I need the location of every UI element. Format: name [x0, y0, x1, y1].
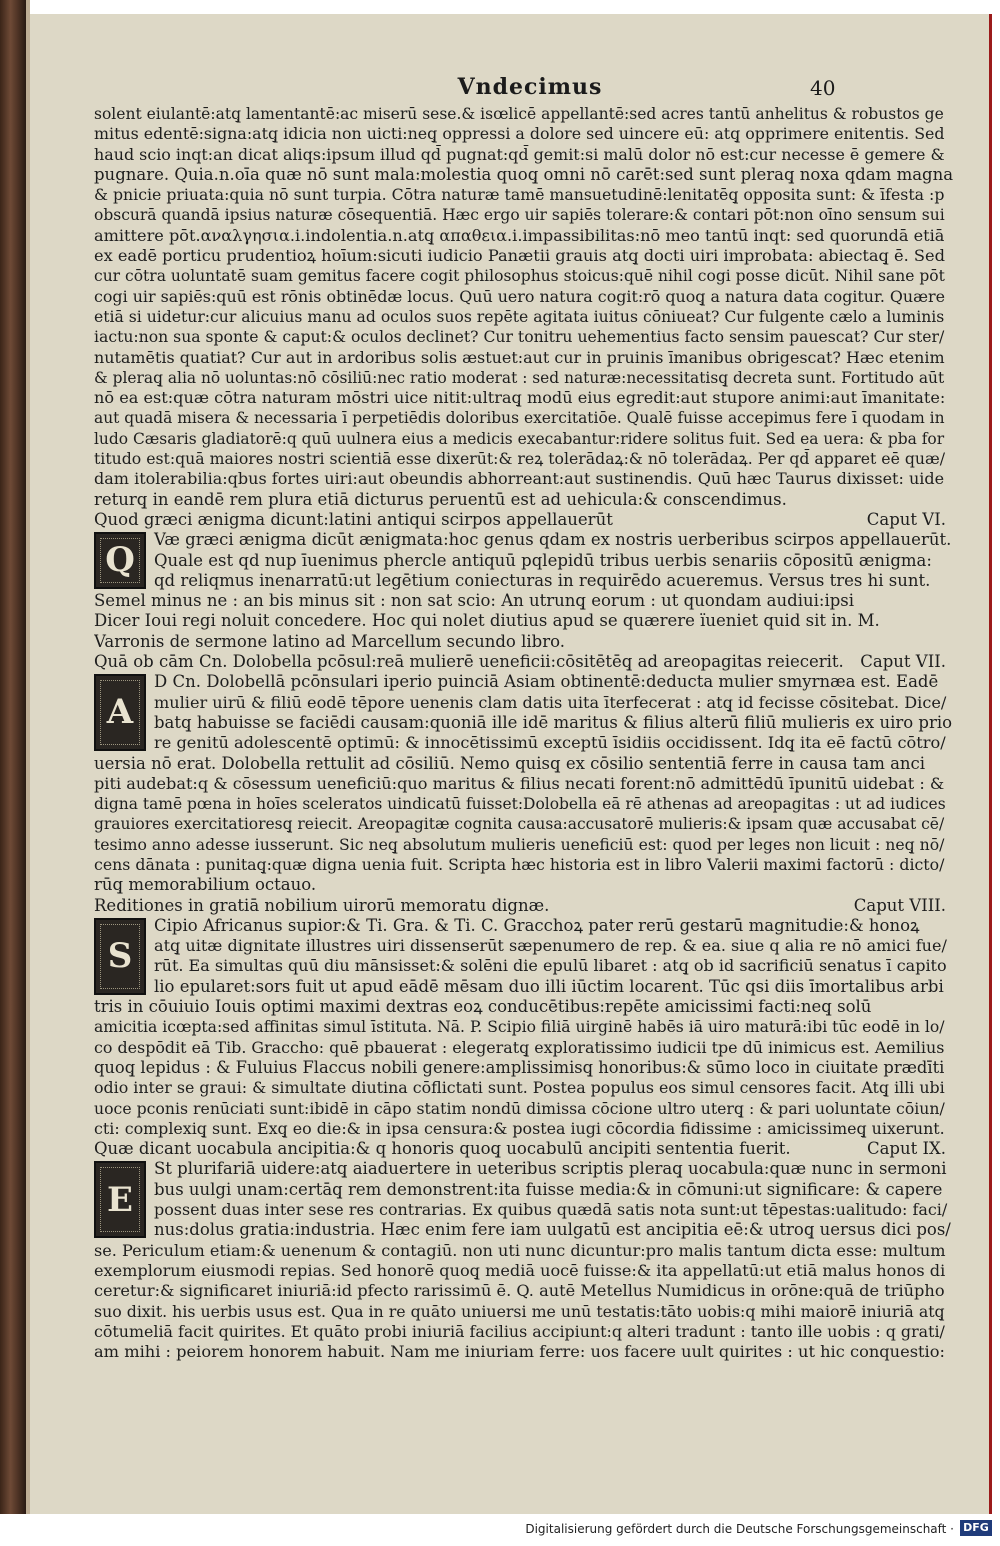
text-line: cōtumeliā facit quirites. Et quāto probi iniuriā facilius accipiunt:q alteri tradunt : tanto ille uobis : q grati/	[94, 1321, 945, 1341]
text-line: tris in cōuiuio Iouis optimi maximi dextras eoꝝ conducētibus:repēte amicissimi facti:neq̧ solū	[94, 997, 872, 1017]
text-line: & pnicie priuata:quia nō sunt turpia. Cōtra naturæ tamē mansuetudinē:lenitatēq̧ opposita sunt: & īfesta :p	[94, 185, 945, 205]
text-line: Quale est qd̄ nup īuenimus phercle antiquū pqlepidū tribus uerbis senariis cōpositū ænigma:	[154, 550, 932, 570]
text-line: piti audebat:q & cōsessum ueneficiū:quo maritus & filius necati forent:nō admittēdū īpunitū uidebat : &	[94, 773, 945, 793]
ornamental-initial: E	[94, 1161, 146, 1238]
book-page	[30, 14, 992, 1514]
chapter-title: Quod græci ænigma dicunt:latini antiqui scirpos appellauerūt	[94, 509, 613, 529]
text-line: nō ea est:quæ cōtra naturam mōstri uice nitit:ultraq̧ modū eius egredit:aut stupore animi:aut īmanitate:	[94, 388, 946, 408]
chapter-section	[94, 896, 954, 1140]
text-line: Cipio Africanus supior:& Ti. Gra. & Ti. C. Gracchoꝝ pater rerū gestarū magnitudie:& honoꝝ	[154, 915, 920, 935]
folio-number: 40	[810, 76, 836, 100]
text-line: qd̄ reliqmus inenarratū:ut legētium coniecturas in requirēdo acueremus. Versus tres hi sunt.	[154, 570, 931, 590]
text-line: uoce pconis renūciati sunt:ibidē in cāpo statim nondū dimissa cōcione ultro uterq̧ : & pari uoluntate cōiun/	[94, 1098, 945, 1118]
text-line: tesimo anno adesse iusserunt. Sic neq̧ absolutum mulieris ueneficiū est: quod per leges non licuit : neq̧ nō/	[94, 834, 945, 854]
chapter-section	[94, 652, 954, 896]
text-line: grauiores exercitatioresq̧ reiecit. Areopagitæ cognita causa:accusatorē mulieris:& ipsam quæ accusabat cē/	[94, 815, 945, 834]
text-line: pugnare. Quia.n.oīa quæ nō sunt mala:molestia quoq̧ omni nō carēt:sed sunt pleraq̧ noxa qdam magna	[94, 164, 954, 184]
text-line: rūt. Ea simultas quū diu mānsisset:& solēni die epulū libaret : atq̧ ob id sacrificiū senatus ī capito	[154, 956, 947, 976]
text-line: ex eadē porticu prudentioꝝ hoīum:sicuti iudicio Panætii grauis atq̧ docti uiri improbata: abiectaq̧ ē. Sed	[94, 246, 945, 266]
text-line: cur cōtra uoluntatē suam gemitus facere cogit philosophus stoicus:quē nihil cogi posse dicūt. Nihil sane pōt	[94, 267, 945, 286]
chapter-heading	[94, 1139, 954, 1159]
chapter-section	[94, 1139, 954, 1362]
text-line: Semel minus ne : an bis minus sit : non sat scio: An utrunq̧ eorum : ut quondam audiui:ipsi	[94, 591, 855, 611]
chapter-number: Caput VI.	[866, 509, 946, 529]
running-title: Vndecimus	[457, 74, 603, 100]
text-line: amicitia icœpta:sed affinitas simul īstituta. Nā. P. Scipio filiā uirginē habēs iā uiro maturā:ibi tūc eodē in lo/	[94, 1018, 945, 1037]
chapter-heading	[94, 896, 954, 916]
text-line: batq̧ habuisse se faciēdi causam:quoniā ille idē maritus & filius alterū filiū mulieris ex uiro prio	[154, 712, 953, 732]
text-line: re genitū adolescentē optimū: & innocētissimū exceptū īsidiis occidissent. Idq̧ ita eē factū cōtro/	[154, 733, 946, 753]
chapters	[94, 510, 954, 1362]
text-line: cens dānata : punitaq̧:quæ digna uenia fuit. Scripta hæc historia est in libro Valerii maximi factorū : dicto/	[94, 854, 945, 874]
text-line: aut quadā misera & necessaria ī perpetiēdis doloribus exercitatiōe. Qualē fuisse accepimus fere ī quodam in	[94, 409, 945, 428]
text-line: dam itolerabilia:qbus fortes uiri:aut obeundis abhorreant:aut sustinendis. Quū hæc Taurus dixisset: uide	[94, 469, 945, 489]
text-line: ludo Cæsaris gladiatorē:q quū uulnera eius a medicis execabantur:ridere solitus fuit. Sed ea uera: & pba for	[94, 429, 945, 448]
chapter-title: Reditiones in gratiā nobilium uirorū memoratu dignæ.	[94, 895, 550, 915]
text-line: haud scio inqt:an dicat aliqs:ipsum illud qd̄ pugnat:qd̄ gemit:si malū dolor nō est:cur necesse ē gemere &	[94, 144, 945, 164]
continuation-paragraph	[94, 104, 954, 510]
text-line: cogi uir sapiēs:quū est rōnis obtinēdæ locus. Quū uero natura cogit:rō quoq̧ a natura data cogitur. Quære	[94, 286, 946, 306]
text-line: quoq̧ lepidus : & Fuluius Flaccus nobili genere:amplissimisq̧ honoribus:& sūmo loco in ciuitate prædīti	[94, 1057, 945, 1077]
ornamental-initial: Q	[94, 532, 146, 589]
footer-credit: Digitalisierung gefördert durch die Deutsche Forschungsgemeinschaft ·	[525, 1522, 954, 1536]
text-line: Varronis de sermone latino ad Marcellum secundo libro.	[94, 631, 565, 651]
text-line: exemplorum eiusmodi repias. Sed honorē quoq̧ mediā uocē fuisse:& ita appellatū:ut etiā malus honos di	[94, 1260, 946, 1280]
text-line: suo dixit. his uerbis usus est. Qua in re quāto uniuersi me unū testatis:tāto uobis:q mihi maiorē iniuriā atq̧	[94, 1301, 945, 1321]
ornamental-initial: A	[94, 674, 146, 751]
text-line: ceretur:& significaret iniuriā:id pfecto rarissimū ē. Q. autē Metellus Numidicus in orōne:quā de triūpho	[94, 1281, 945, 1301]
text-line: lio epularet:sors fuit ut apud eādē mēsam duo illi iūctim locarent. Tūc qsi diis īmortalibus arbi	[154, 976, 944, 996]
text-line: atq̧ uitæ dignitate illustres uiri dissenserūt sæpenumero de rep. & ea. siue q alia re nō amici fue/	[154, 936, 947, 956]
text-line: Dicer Ioui regi noluit concedere. Hoc qui nolet diutius apud se quærere ïueniet quid sit in. M.	[94, 611, 880, 631]
chapter-number: Caput VII.	[860, 652, 946, 672]
ornamental-initial: S	[94, 918, 146, 995]
chapter-title: Quā ob cām Cn. Dolobella pcōsul:reā mulierē ueneficii:cōsitētēq̧ ad areopagitas reiecerit.	[94, 652, 844, 672]
chapter-section	[94, 510, 954, 652]
text-line: mitus edentē:signa:atq̧ idicia non uicti:neq̧ oppressi a dolore sed uincere eū: atq̧ opprimere enitentis. Sed	[94, 124, 945, 144]
text-line: obscurā quandā ipsius naturæ cōsequentiā. Hæc ergo uir sapiēs tolerare:& contari pōt:non oīno sensum sui	[94, 206, 945, 225]
text-line: returq̧ in eandē rem plura etiā dicturus peruentū est ad uehicula:& conscendimus.	[94, 489, 787, 509]
text-line: nutamētis quatiat? Cur aut in ardoribus solis æstuet:aut cur in pruinis īmanibus obrigescat? Hæc etenim	[94, 347, 945, 367]
text-line: am mihi : peiorem honorem habuit. Nam me iniuriam ferre: uos facere uult quirites : ut hic conquestio:	[94, 1342, 945, 1362]
text-line: cti: complexiq̧ sunt. Exq̧ eo die:& in ipsa censura:& postea iugi cōcordia fidissime : amicissimeq̧ uixerunt.	[94, 1118, 945, 1138]
text-line: possent duas inter sese res contrarias. Ex quibus quædā satis nota sunt:ut tēpestas:ualitudo: faci/	[154, 1200, 948, 1220]
text-line: co despōdit eā Tib. Graccho: quē pbauerat : elegeratq̧ exploratissimo iudicii tpe dū inimicus est. Aemilius	[94, 1037, 945, 1057]
text-line: rūq̧ memorabilium octauo.	[94, 875, 317, 895]
text-line: solent eiulantē:atq̧ lamentantē:ac miserū sese.& isœlicē appellantē:sed acres tantū anhelitus & robustos ge	[94, 105, 944, 123]
chapter-number: Caput VIII.	[853, 895, 946, 915]
text-line: etiā si uidetur:cur alicuius manu ad oculos suos repēte agitata iuitus cōniueat? Cur fulgente cælo a luminis	[94, 307, 945, 326]
text-line: iactu:non sua sponte & caput:& oculos declinet? Cur tonitru uehementius facto sensim pauescat? Cur ster/	[94, 327, 945, 347]
text-line: amittere pōt.αναλγησια.i.indolentia.n.atq̧ απαθεια.i.impassibilitas:nō meo tantū inqt: sed quorundā etiā	[94, 225, 945, 245]
text-line: digna tamē pœna in hoīes sceleratos uindicatū fuisset:Dolobella eā rē athenas ad areopagitas : ut ad iudices	[94, 795, 946, 814]
text-line: titudo est:quā maiores nostri scientiā esse dixerūt:& reꝝ tolerādaꝝ:& nō tolerādaꝝ. Per qd̄ apparet eē quæ/	[94, 449, 946, 469]
chapter-heading	[94, 652, 954, 672]
chapter-number: Caput IX.	[866, 1139, 946, 1159]
text-line: uersia nō erat. Dolobella rettulit ad cōsiliū. Nemo quisq̧ ex cōsilio sententiā ferre in causa tam anci	[94, 753, 926, 773]
text-line: se. Periculum etiam:& uenenum & contagiū. non uti nunc dicuntur:pro malis tantum dicta esse: multum	[94, 1240, 946, 1260]
text-line: bus uulgi unam:certāq̧ rem demonstrent:ita fuisse media:& in cōmuni:ut significare: & capere	[154, 1179, 943, 1199]
dfg-logo: DFG	[960, 1520, 992, 1536]
page-text-block	[94, 104, 954, 1362]
text-line: nus:dolus gratia:industria. Hæc enim fere iam uulgatū est ancipitia eē:& utroq̧ uersus dici pos/	[154, 1220, 951, 1240]
text-line: odio inter se graui: & simultate diutina cōflictati sunt. Postea populus eos simul censores facit. Atq̧ illi ubi	[94, 1078, 945, 1098]
text-line: Væ græci ænigma dicūt ænigmata:hoc genus qdam ex nostris uerberibus scirpos appellauerūt.	[154, 530, 952, 550]
text-line: mulier uirū & filiū eodē tēpore uenenis clam datis uita īterfecerat : atq̧ id fecisse cōsitebat. Dice/	[154, 692, 947, 712]
chapter-title: Quæ dicant uocabula ancipitia:& q honoris quoq̧ uocabulū ancipiti sententia fuerit.	[94, 1139, 791, 1159]
text-line: D Cn. Dolobellā pcōnsulari iperio puinciā Asiam obtinentē:deducta mulier smyrnæa est. Eadē	[154, 672, 939, 692]
book-edge-shadow	[0, 0, 26, 1546]
text-line: & pleraq̧ alia nō uoluntas:nō cōsiliū:nec ratio moderat : sed naturæ:necessitatisq̧ decreta sunt. Fortitudo aūt	[94, 368, 945, 387]
text-line: St plurifariā uidere:atq̧ aiaduertere in ueteribus scriptis pleraq̧ uocabula:quæ nunc in sermoni	[154, 1159, 947, 1179]
chapter-heading	[94, 510, 954, 530]
